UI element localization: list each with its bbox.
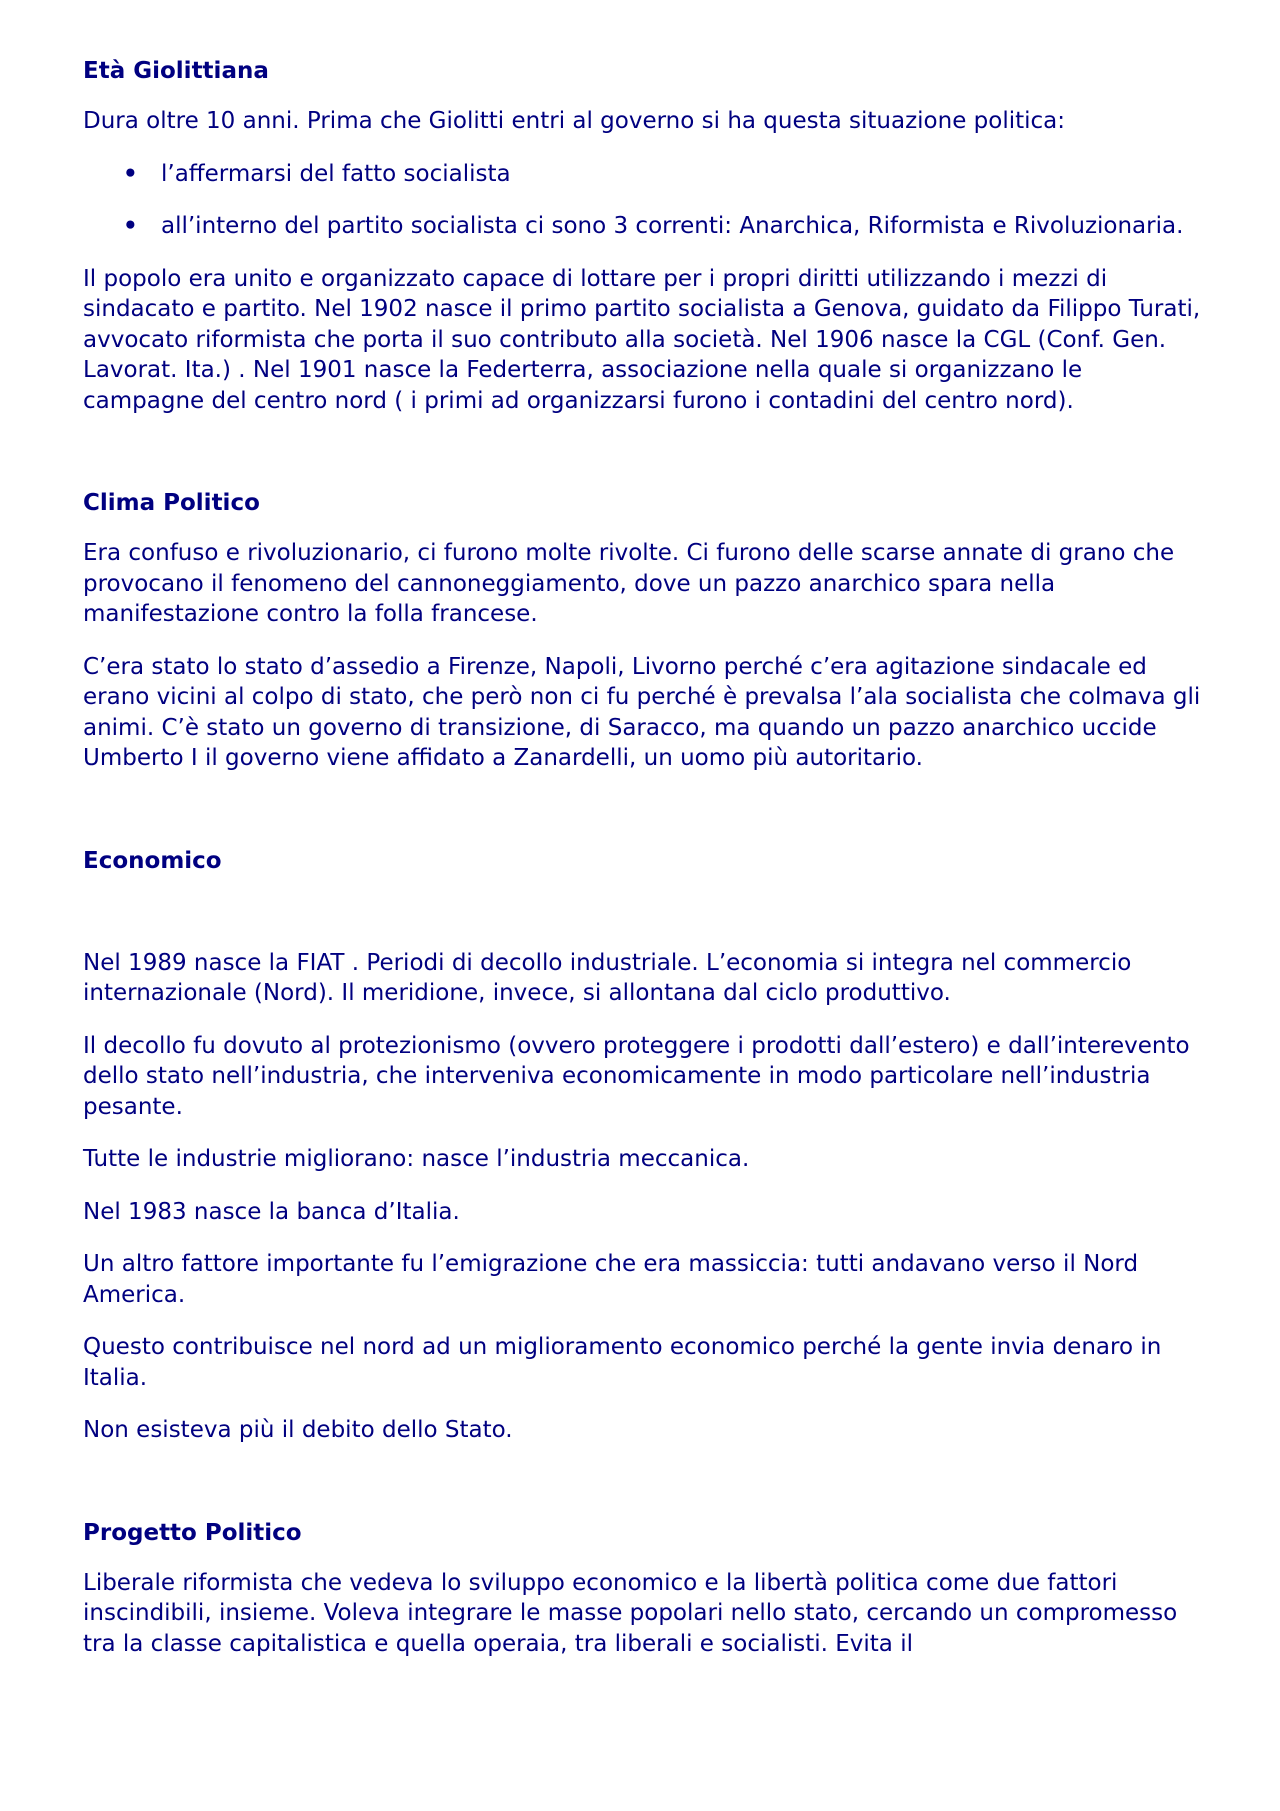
section-eta-giolittiana [83, 56, 1203, 416]
paragraph: Un altro fattore importante fu l’emigrazione che era massiccia: tutti andavano verso il Nord America. [83, 1251, 1139, 1308]
list-item-text: all’interno del partito socialista ci sono 3 correnti: Anarchica, Riformista e Rivoluzionaria. [161, 213, 1184, 239]
section-intro: Dura oltre 10 anni. Prima che Giolitti entri al governo si ha questa situazione politica: [83, 108, 1066, 134]
paragraph: C’era stato lo stato d’assedio a Firenze, Napoli, Livorno perché c’era agitazione sindacale ed erano vicini al colpo di stato, che però non ci fu perché è prevalsa l’ala socialista che colmava gli animi. C’è stato un governo di transizione, di Saracco, ma quando un pazzo anarchico uccide Umberto I il governo viene affidato a Zanardelli, un uomo più autoritario. [83, 653, 1201, 771]
document-page [83, 56, 1203, 1681]
section-heading: Progetto Politico [83, 1519, 302, 1546]
bullet-list [83, 159, 1203, 242]
section-heading: Clima Politico [83, 490, 260, 516]
bullet-icon: • [123, 213, 138, 239]
list-item [83, 211, 1203, 242]
paragraph: Nel 1983 nasce la banca d’Italia. [83, 1198, 460, 1225]
bullet-icon: • [123, 160, 138, 187]
section-heading: Economico [83, 847, 222, 874]
paragraph: Liberale riformista che vedeva lo sviluppo economico e la libertà politica come due fattori inscindibili, insieme. Voleva integrare le masse popolari nello stato, cercando un compromesso tra la classe capitalistica e quella operaia, tra liberali e socialisti. Evita il [83, 1569, 1178, 1657]
paragraph: Il popolo era unito e organizzato capace di lottare per i propri diritti utilizzando i mezzi di sindacato e partito. Nel 1902 nasce il primo partito socialista a Genova, guidato da Filippo Turati, avvocato riformista che porta il suo contributo alla società. Nel 1906 nasce la CGL (Conf. Gen. Lavorat. Ita.) . Nel 1901 nasce la Federterra, associazione nella quale si organizzano le campagne del centro nord ( i primi ad organizzarsi furono i contadini del centro nord). [83, 265, 1201, 414]
section-economico [83, 846, 1203, 1446]
section-spacer [83, 796, 1203, 846]
section-clima-politico [83, 488, 1203, 774]
blank-line [83, 896, 1203, 948]
list-item [83, 159, 1203, 190]
list-item-text: l’affermarsi del fatto socialista [161, 160, 511, 187]
paragraph: Questo contribuisce nel nord ad un miglioramento economico perché la gente invia denaro in Italia. [83, 1334, 1162, 1391]
section-heading: Età Giolittiana [83, 58, 269, 84]
paragraph: Nel 1989 nasce la FIAT . Periodi di decollo industriale. L’economia si integra nel commercio internazionale (Nord). Il meridione, invece, si allontana dal ciclo produttivo. [83, 949, 1132, 1006]
section-spacer [83, 1468, 1203, 1518]
section-spacer [83, 438, 1203, 488]
paragraph: Tutte le industrie migliorano: nasce l’industria meccanica. [83, 1146, 750, 1172]
section-progetto-politico [83, 1518, 1203, 1660]
paragraph: Non esisteva più il debito dello Stato. [83, 1417, 513, 1443]
paragraph: Il decollo fu dovuto al protezionismo (ovvero proteggere i prodotti dall’estero) e dall’interevento dello stato nell’industria, che interveniva economicamente in modo particolare nell’industria pesante. [83, 1032, 1190, 1120]
paragraph: Era confuso e rivoluzionario, ci furono molte rivolte. Ci furono delle scarse annate di grano che provocano il fenomeno del cannoneggiamento, dove un pazzo anarchico spara nella manifestazione contro la folla francese. [83, 540, 1175, 627]
